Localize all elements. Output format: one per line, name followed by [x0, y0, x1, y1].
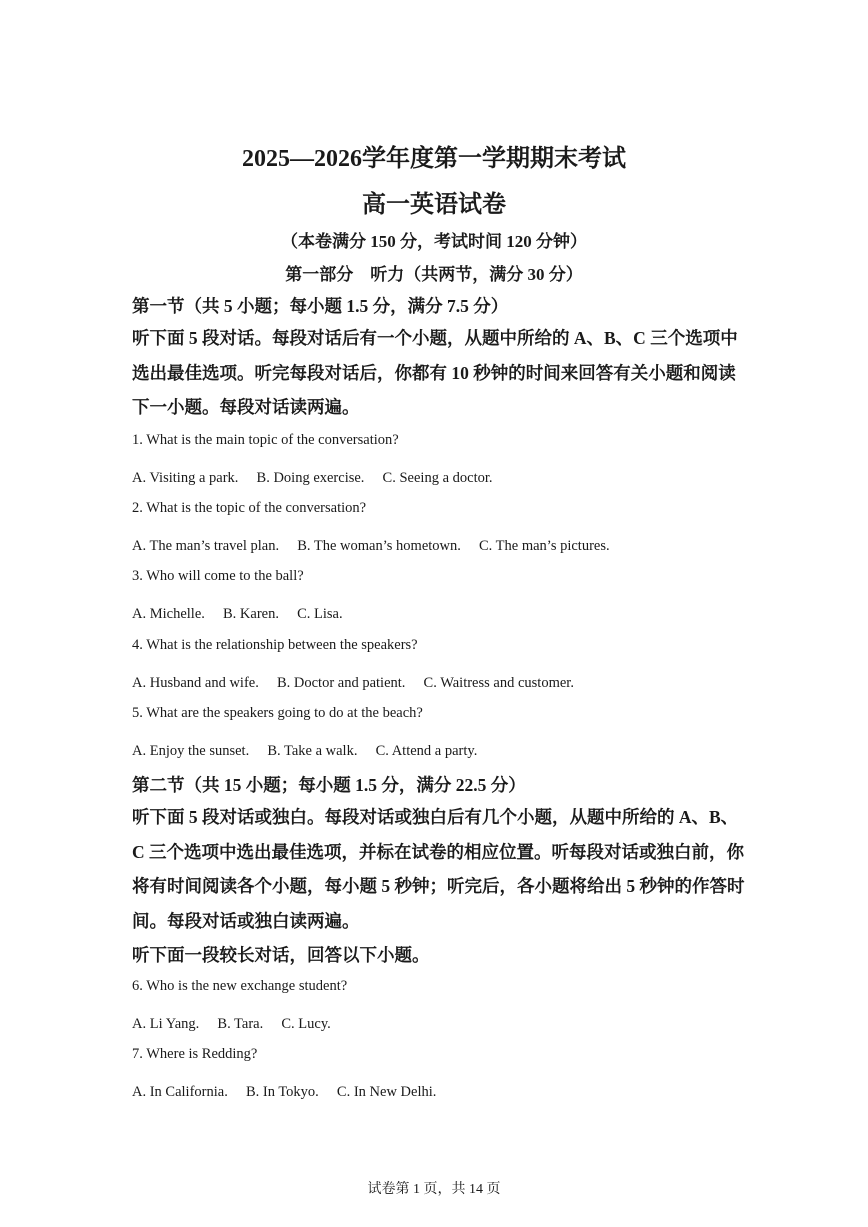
section2-subheading: 听下面一段较长对话，回答以下小题。	[132, 945, 430, 965]
question-6: 6. Who is the new exchange student?	[132, 978, 348, 994]
section1-heading: 第一节（共 5 小题；每小题 1.5 分，满分 7.5 分）	[132, 296, 509, 316]
question-4: 4. What is the relationship between the speakers?	[132, 637, 418, 653]
question-4-options: A. Husband and wife. B. Doctor and patient. C. Waitress and customer.	[132, 675, 574, 691]
exam-title: 2025—2026学年度第一学期期末考试	[242, 146, 626, 172]
question-1-options: A. Visiting a park. B. Doing exercise. C. Seeing a doctor.	[132, 470, 493, 486]
question-2: 2. What is the topic of the conversation?	[132, 500, 367, 516]
section1-instructions: 听下面 5 段对话。每段对话后有一个小题，从题中所给的 A、B、C 三个选项中选出最佳选项。听完每段对话后，你都有 10 秒钟的时间来回答有关小题和阅读下一小题。每段对话读两遍。	[132, 328, 738, 417]
question-6-options: A. Li Yang. B. Tara. C. Lucy.	[132, 1016, 331, 1032]
question-3: 3. Who will come to the ball?	[132, 568, 304, 584]
page-footer: 试卷第 1 页，共 14 页	[367, 1182, 501, 1197]
question-5-options: A. Enjoy the sunset. B. Take a walk. C. Attend a party.	[132, 743, 478, 759]
part-heading: 第一部分 听力（共两节，满分 30 分）	[285, 265, 583, 284]
exam-subtitle: 高一英语试卷	[362, 192, 506, 218]
question-3-options: A. Michelle. B. Karen. C. Lisa.	[132, 606, 343, 622]
exam-note: （本卷满分 150 分，考试时间 120 分钟）	[281, 232, 587, 251]
question-1: 1. What is the main topic of the conversation?	[132, 432, 399, 448]
question-7: 7. Where is Redding?	[132, 1046, 258, 1062]
question-2-options: A. The man’s travel plan. B. The woman’s hometown. C. The man’s pictures.	[132, 538, 610, 554]
question-7-options: A. In California. B. In Tokyo. C. In New Delhi.	[132, 1084, 437, 1100]
question-5: 5. What are the speakers going to do at the beach?	[132, 705, 423, 721]
section2-heading: 第二节（共 15 小题；每小题 1.5 分，满分 22.5 分）	[132, 775, 526, 795]
section2-instructions: 听下面 5 段对话或独白。每段对话或独白后有几个小题，从题中所给的 A、B、C 三个选项中选出最佳选项，并标在试卷的相应位置。听每段对话或独白前，你将有时间阅读各个小题，每小题 5 秒钟；听完后，各小题将给出 5 秒钟的作答时间。每段对话或独白读两遍。	[132, 807, 745, 931]
